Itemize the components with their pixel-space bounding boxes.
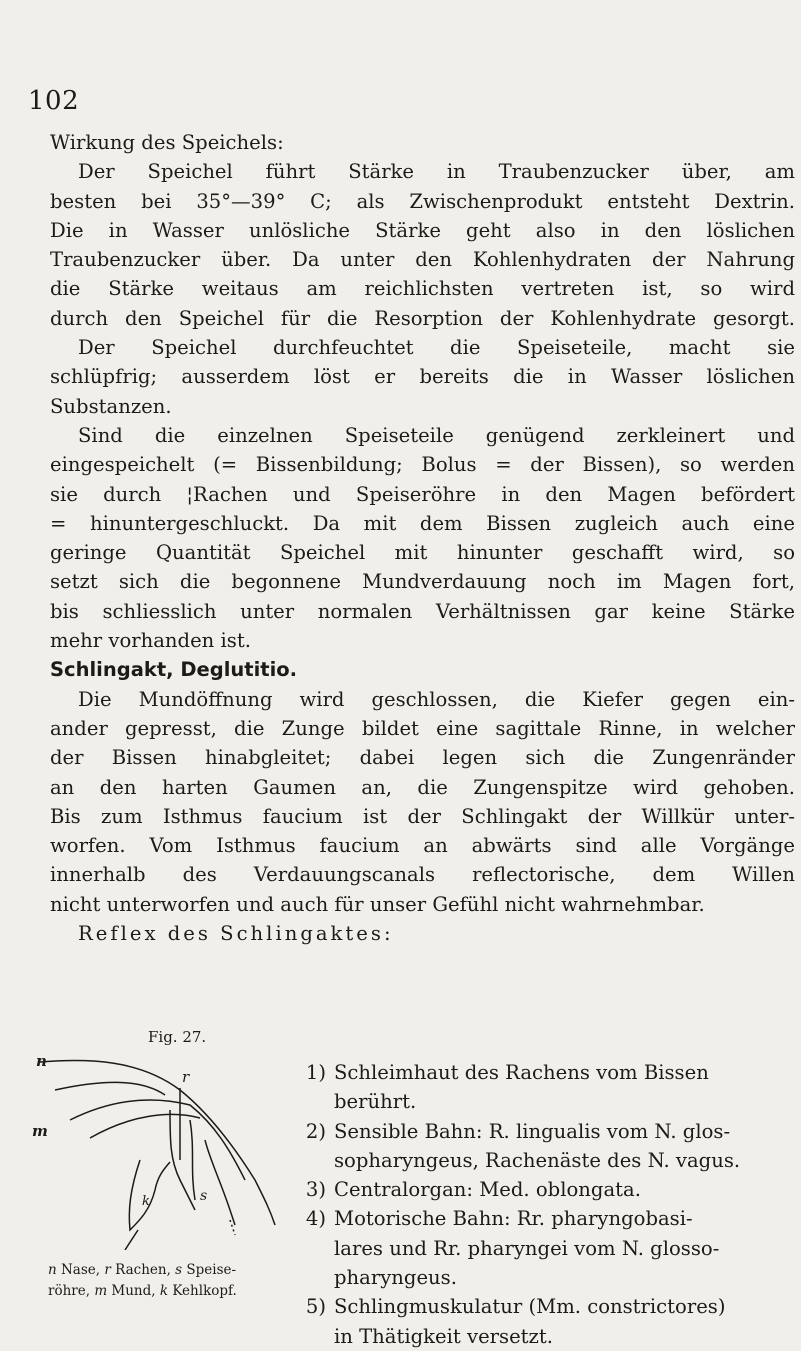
reflex-list-text: Sensible Bahn: R. lingualis vom N. glos-	[334, 1119, 731, 1143]
text-line: die Stärke weitaus am reichlichsten vertreten ist, so wird	[50, 277, 795, 301]
figure-label: Fig. 27.	[148, 1028, 207, 1046]
figure-letter-s: s	[200, 1188, 208, 1204]
text-line: ander gepresst, die Zunge bildet eine sagittale Rinne, in welcher	[50, 716, 795, 740]
text-line: Bis zum Isthmus faucium ist der Schlingakt der Willkür unter-	[50, 804, 795, 828]
diagram-outline	[40, 1060, 275, 1225]
text-line: bis schliesslich unter normalen Verhältnissen gar keine Stärke	[50, 599, 795, 623]
diagram-outline	[125, 1230, 138, 1250]
reflex-list-item	[296, 1058, 742, 1117]
text-line: Der Speichel führt Stärke in Traubenzucker über, am	[78, 160, 795, 184]
figure-legend-text: röhre,	[48, 1283, 95, 1299]
reflex-list-text: pharyngeus.	[334, 1266, 457, 1290]
text-line: mehr vorhanden ist.	[50, 629, 251, 653]
text-line: worfen. Vom Isthmus faucium an abwärts sind alle Vorgänge	[50, 834, 795, 858]
text-line: Traubenzucker über. Da unter den Kohlenhydraten der Nahrung	[50, 248, 795, 272]
text-line: geringe Quantität Speichel mit hinunter geschafft wird, so	[50, 541, 795, 565]
diagram-outline	[190, 1120, 195, 1200]
body-text	[50, 128, 795, 948]
diagram-outline	[55, 1082, 165, 1095]
text-line: Die in Wasser unlösliche Stärke geht also in den löslichen	[50, 218, 795, 242]
figure-legend-key: k	[159, 1283, 169, 1299]
figure-legend-text: Mund,	[107, 1283, 160, 1299]
figure-legend-key: n	[48, 1262, 57, 1278]
figure-letter-m: m	[32, 1122, 48, 1140]
text-line: setzt sich die begonnene Mundverdauung noch im Magen fort,	[50, 570, 795, 594]
text-line: an den harten Gaumen an, die Zungenspitze wird gehoben.	[50, 775, 795, 799]
section-title-schlingakt: Schlingakt, Deglutitio.	[50, 658, 298, 682]
figure-legend-key: s	[175, 1262, 183, 1278]
text-line: der Bissen hinabgleitet; dabei legen sich die Zungenränder	[50, 746, 795, 770]
section-title-wirkung: Wirkung des Speichels:	[50, 131, 284, 154]
figure-legend-line	[48, 1281, 237, 1302]
figure-legend-text: Rachen,	[110, 1262, 176, 1278]
text-line: = hinuntergeschluckt. Da mit dem Bissen zugleich auch eine	[50, 511, 795, 535]
reflex-list-item	[296, 1292, 742, 1351]
text-line: eingespeichelt (= Bissenbildung; Bolus = der Bissen), so werden	[50, 453, 795, 477]
figure-legend-key: r	[104, 1262, 111, 1278]
figure-legend-text: Speise-	[182, 1262, 237, 1278]
figure-diagram	[30, 1050, 290, 1250]
reflex-list-text: berührt.	[334, 1090, 417, 1114]
text-line: Die Mundöffnung wird geschlossen, die Kiefer gegen ein-	[78, 687, 795, 711]
figure-legend-text: Kehlkopf.	[168, 1283, 237, 1299]
reflex-list-text: lares und Rr. pharyngei vom N. glosso-	[334, 1236, 720, 1260]
reflex-list-number: 1)	[305, 1061, 326, 1084]
diagram-outline	[90, 1114, 200, 1138]
reflex-list-text: Centralorgan: Med. oblongata.	[334, 1178, 641, 1202]
reflex-list	[296, 1058, 742, 1351]
reflex-list-text: Schleimhaut des Rachens vom Bissen	[334, 1061, 709, 1084]
reflex-list-text: Schlingmuskulatur (Mm. constrictores)	[334, 1295, 726, 1319]
text-line: durch den Speichel für die Resorption der Kohlenhydrate gesorgt.	[50, 306, 795, 330]
reflex-list-text: in Thätigkeit versetzt.	[334, 1324, 553, 1348]
reflex-list-number: 5)	[305, 1295, 326, 1319]
reflex-list-number: 4)	[305, 1207, 326, 1231]
figure-letter-r: r	[182, 1068, 190, 1086]
diagram-outline	[70, 1100, 245, 1180]
figure-letter-n: n	[36, 1052, 47, 1070]
reflex-list-text: sopharyngeus, Rachenäste des N. vagus.	[334, 1148, 741, 1172]
text-line: schlüpfrig; ausserdem löst er bereits die in Wasser löslichen	[50, 365, 795, 389]
text-line: innerhalb des Verdauungscanals reflectorische, dem Willen	[50, 863, 795, 887]
text-line: Der Speichel durchfeuchtet die Speiseteile, macht sie	[78, 336, 795, 360]
text-line: Substanzen.	[50, 394, 172, 418]
page-number: 102	[28, 86, 80, 116]
reflex-list-number: 3)	[305, 1178, 326, 1202]
reflex-list-item	[296, 1204, 742, 1292]
figure-legend-key: m	[94, 1283, 108, 1299]
figure-legend-line	[48, 1260, 237, 1281]
reflex-list-text: Motorische Bahn: Rr. pharyngobasi-	[334, 1207, 693, 1231]
figure-legend-text: Nase,	[56, 1262, 105, 1278]
reflex-list-item	[296, 1175, 742, 1204]
reflex-list-number: 2)	[305, 1119, 326, 1143]
figure-letter-k: k	[142, 1194, 150, 1209]
reflex-heading: Reflex des Schlingaktes:	[78, 922, 394, 946]
reflex-list-item	[296, 1117, 742, 1176]
text-line: besten bei 35°—39° C; als Zwischenprodukt entsteht Dextrin.	[50, 189, 795, 213]
text-line: sie durch ¦Rachen und Speiseröhre in den Magen befördert	[50, 482, 795, 506]
figure-legend	[48, 1260, 237, 1302]
text-line: Sind die einzelnen Speiseteile genügend zerkleinert und	[78, 423, 795, 447]
text-line: nicht unterworfen und auch für unser Gefühl nicht wahrnehmbar.	[50, 892, 705, 916]
